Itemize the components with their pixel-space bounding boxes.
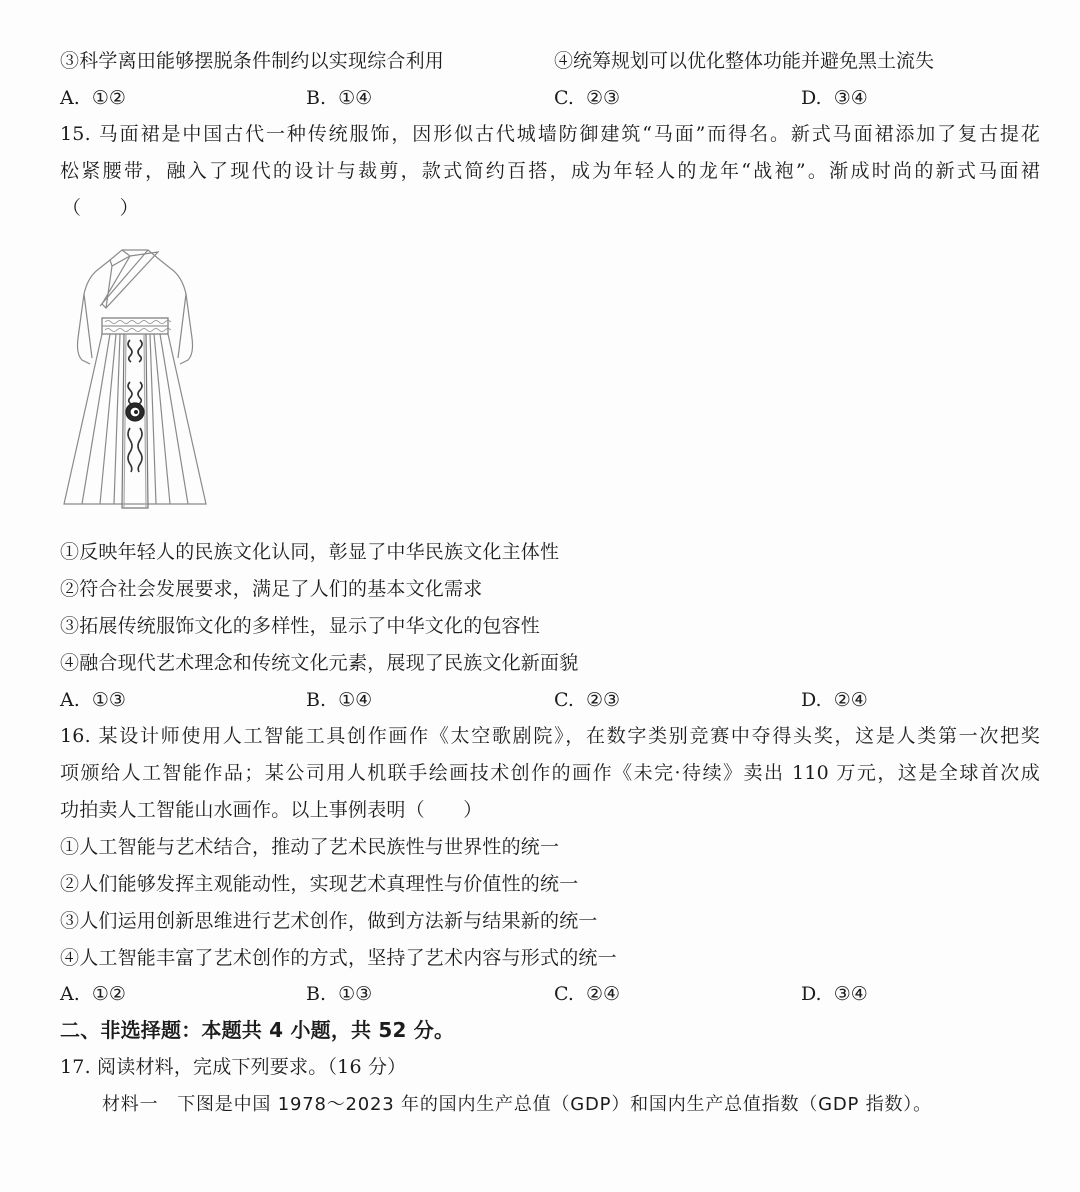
q16-stem-line-1: 16. 某设计师使用人工智能工具创作画作《太空歌剧院》，在数字类别竞赛中夺得头奖，这是人类第一次把奖 [60,725,1040,747]
q16-stem-line-3: 功拍卖人工智能山水画作。以上事例表明（ ） [60,799,483,821]
option-label: A. [60,689,80,711]
option-value: ①④ [338,87,373,109]
q15-stem-line-1: 15. 马面裙是中国古代一种传统服饰，因形似古代城墙防御建筑“马面”而得名。新式马面裙添加了复古提花 [60,123,1040,145]
q16-statement-3: ③人们运用创新思维进行艺术创作，做到方法新与结果新的统一 [60,910,598,932]
option-value: ②③ [586,689,621,711]
q15-statement-3: ③拓展传统服饰文化的多样性，显示了中华文化的包容性 [60,615,541,637]
option-value: ①② [91,983,126,1005]
option-label: B. [306,983,327,1005]
option-label: A. [60,87,80,109]
q14-option-c[interactable] [554,86,620,110]
q15-option-a[interactable] [60,688,126,712]
q14-statement-3: ③科学离田能够摆脱条件制约以实现综合利用 [60,50,445,72]
option-label: B. [306,689,327,711]
q16-statement-4: ④人工智能丰富了艺术创作的方式，坚持了艺术内容与形式的统一 [60,947,617,969]
q15-statement-1: ①反映年轻人的民族文化认同，彰显了中华民族文化主体性 [60,541,560,563]
option-label: C. [554,689,574,711]
q14-option-b[interactable] [306,86,372,110]
option-value: ①③ [91,689,126,711]
option-label: D. [801,87,822,109]
q16-option-d[interactable] [801,982,868,1006]
q16-option-c[interactable] [554,982,620,1006]
option-value: ②③ [586,87,621,109]
q14-option-a[interactable] [60,86,126,110]
q15-statement-2: ②符合社会发展要求，满足了人们的基本文化需求 [60,578,483,600]
option-label: B. [306,87,327,109]
option-label: D. [801,983,822,1005]
mamian-skirt-illustration-icon [60,246,210,514]
q17-material-1: 材料一 下图是中国 1978～2023 年的国内生产总值（GDP）和国内生产总值指数（GDP 指数）。 [102,1094,932,1115]
q15-option-d[interactable] [801,688,868,712]
q15-answer-blank: （ ） [62,197,139,219]
section-heading: 二、非选择题：本题共 4 小题，共 52 分。 [60,1018,455,1042]
q16-statement-2: ②人们能够发挥主观能动性，实现艺术真理性与价值性的统一 [60,873,579,895]
q16-statement-1: ①人工智能与艺术结合，推动了艺术民族性与世界性的统一 [60,836,560,858]
option-label: C. [554,87,574,109]
option-value: ②④ [586,983,621,1005]
q15-option-b[interactable] [306,688,372,712]
q16-stem-line-2: 项颁给人工智能作品；某公司用人机联手绘画技术创作的画作《未完·待续》卖出 110 万元，这是全球首次成 [60,762,1040,784]
q15-option-c[interactable] [554,688,620,712]
q15-stem-line-2: 松紧腰带，融入了现代的设计与裁剪，款式简约百搭，成为年轻人的龙年“战袍”。渐成时尚的新式马面裙 [60,160,1040,182]
option-value: ③④ [833,87,868,109]
option-label: C. [554,983,574,1005]
option-value: ②④ [833,689,868,711]
q14-option-d[interactable] [801,86,868,110]
q14-statement-4: ④统筹规划可以优化整体功能并避免黑土流失 [554,50,935,72]
q16-option-a[interactable] [60,982,126,1006]
option-value: ①③ [338,983,373,1005]
q17-stem: 17. 阅读材料，完成下列要求。（16 分） [60,1056,407,1078]
option-label: A. [60,983,80,1005]
option-label: D. [801,689,822,711]
q16-option-b[interactable] [306,982,372,1006]
q15-statement-4: ④融合现代艺术理念和传统文化元素，展现了民族文化新面貌 [60,652,579,674]
option-value: ③④ [833,983,868,1005]
option-value: ①② [91,87,126,109]
option-value: ①④ [338,689,373,711]
